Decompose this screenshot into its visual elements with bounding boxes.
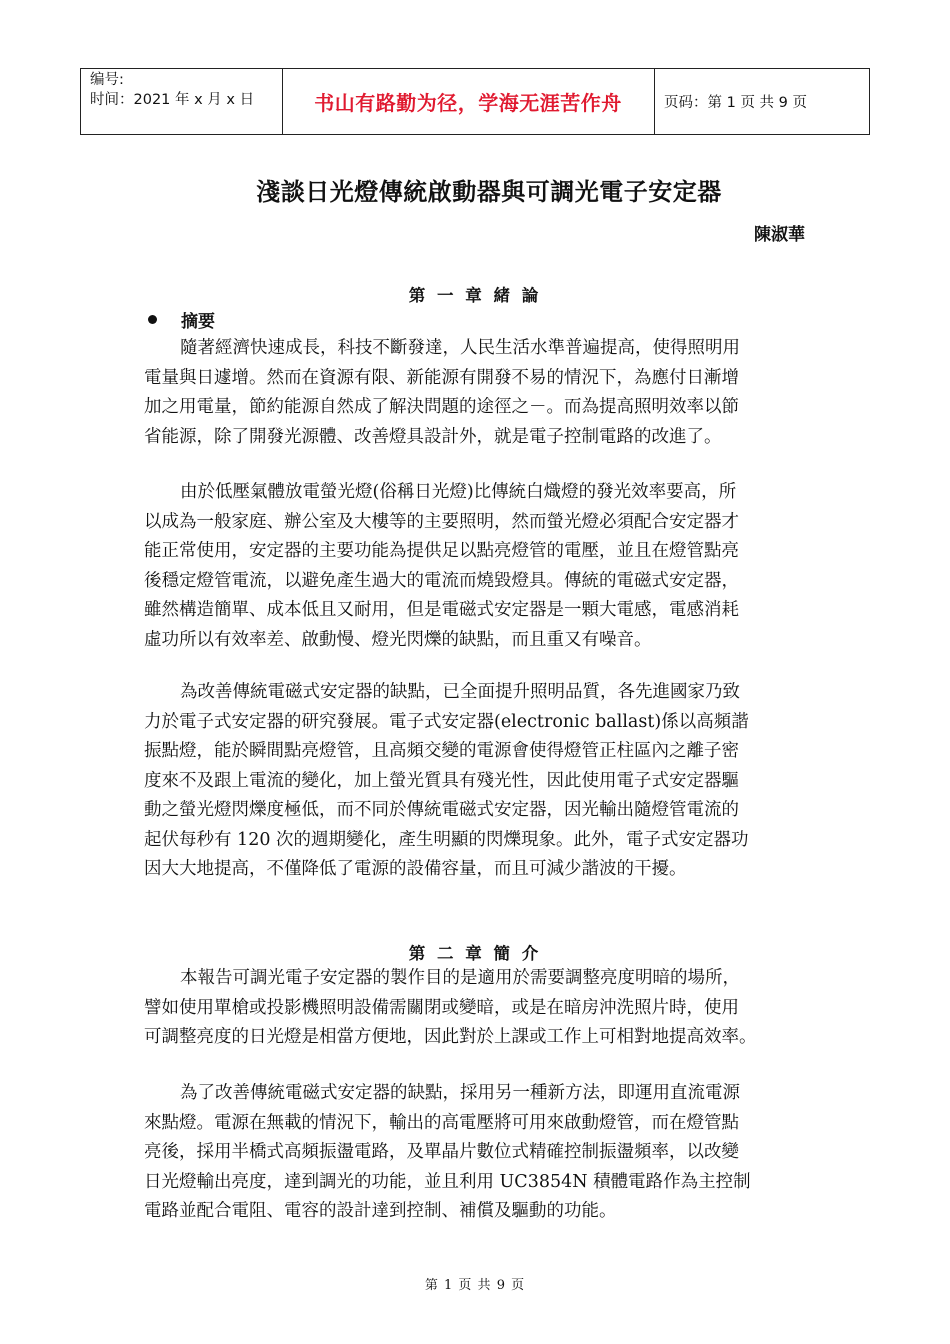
- doc-number-label: 编号:: [90, 72, 124, 88]
- paragraph-line: 動之螢光燈閃爍度極低，而不同於傳統電磁式安定器，因光輸出隨燈管電流的: [144, 800, 739, 820]
- paragraph-line: 後穩定燈管電流，以避免產生過大的電流而燒毀燈具。傳統的電磁式安定器，: [144, 570, 739, 591]
- header-divider-2: [654, 68, 655, 134]
- paragraph-line: 起伏每秒有 120 次的週期變化，產生明顯的閃爍現象。此外，電子式安定器功: [144, 829, 749, 850]
- paragraph-line: 虛功所以有效率差、啟動慢、燈光閃爍的缺點，而且重又有噪音。: [144, 629, 652, 650]
- paragraph-line: 本報告可調光電子安定器的製作目的是適用於需要調整亮度明暗的場所，: [180, 968, 740, 988]
- chapter-1-paragraph-3: [144, 678, 814, 885]
- header-border-left: [80, 68, 81, 134]
- paragraph-line: 省能源，除了開發光源體、改善燈具設計外，就是電子控制電路的改進了。: [144, 426, 722, 447]
- doc-date-label: 时间：2021 年 x 月 x 日: [90, 92, 255, 108]
- chapter-1-heading: 第 一 章 緒 論: [408, 286, 542, 305]
- paragraph-line: 雖然構造簡單、成本低且又耐用，但是電磁式安定器是一顆大電感，電感消耗: [144, 600, 739, 620]
- paragraph-line: 日光燈輸出亮度，達到調光的功能，並且利用 UC3854N 積體電路作為主控制: [144, 1171, 751, 1192]
- chapter-1-paragraph-1: [144, 334, 814, 452]
- header-page-info: 页码：第 1 页 共 9 页: [664, 94, 807, 111]
- paragraph-line: 能正常使用，安定器的主要功能為提供足以點亮燈管的電壓，並且在燈管點亮: [144, 541, 739, 561]
- paragraph-line: 振點燈，能於瞬間點亮燈管，且高頻交變的電源會使得燈管正柱區內之離子密: [144, 741, 739, 761]
- document-title: 淺談日光燈傳統啟動器與可調光電子安定器: [256, 177, 722, 206]
- bullet-icon: [148, 315, 157, 324]
- paragraph-line: 來點燈。電源在無載的情況下，輸出的高電壓將可用來啟動燈管，而在燈管點: [144, 1112, 739, 1133]
- paragraph-line: 為改善傳統電磁式安定器的缺點，已全面提升照明品質，各先進國家乃致: [180, 682, 740, 702]
- header-left-cell: [90, 70, 254, 110]
- paragraph-line: 電路並配合電阻、電容的設計達到控制、補償及驅動的功能。: [144, 1201, 617, 1221]
- paragraph-line: 以成為一般家庭、辦公室及大樓等的主要照明，然而螢光燈必須配合安定器才: [144, 511, 739, 532]
- header-bottom-rule: [80, 134, 870, 135]
- paragraph-line: 由於低壓氣體放電螢光燈(俗稱日光燈)比傳統白熾燈的發光效率要高，所: [180, 482, 737, 502]
- page-footer: 第 1 页 共 9 页: [424, 1278, 526, 1293]
- paragraph-line: 可調整亮度的日光燈是相當方便地，因此對於上課或工作上可相對地提高效率。: [144, 1027, 757, 1047]
- header-motto: 书山有路勤为径，学海无涯苦作舟: [314, 90, 622, 115]
- paragraph-line: 加之用電量，節約能源自然成了解決問題的途徑之－。而為提高照明效率以節: [144, 397, 739, 417]
- paragraph-line: 因大大地提高，不僅降低了電源的設備容量，而且可減少諧波的干擾。: [144, 859, 687, 879]
- paragraph-line: 為了改善傳統電磁式安定器的缺點，採用另一種新方法，即運用直流電源: [180, 1083, 740, 1103]
- document-author: 陳淑華: [754, 225, 805, 245]
- header-border-right: [869, 68, 870, 134]
- paragraph-line: 隨著經濟快速成長，科技不斷發達，人民生活水準普遍提高，使得照明用: [180, 338, 740, 358]
- paragraph-line: 譬如使用單槍或投影機照明設備需關閉或變暗，或是在暗房沖洗照片時，使用: [144, 997, 739, 1018]
- chapter-2-heading: 第 二 章 簡 介: [408, 944, 542, 963]
- paragraph-line: 力於電子式安定器的研究發展。電子式安定器(electronic ballast)係以高頻諧: [144, 711, 749, 732]
- chapter-1-paragraph-2: [144, 478, 814, 655]
- paragraph-line: 亮後，採用半橋式高頻振盪電路，及單晶片數位式精確控制振盪頻率，以改變: [144, 1142, 739, 1162]
- abstract-bullet: [148, 307, 215, 332]
- paragraph-line: 電量與日遽增。然而在資源有限、新能源有開發不易的情況下，為應付日漸增: [144, 367, 739, 388]
- paragraph-line: 度來不及跟上電流的變化，加上螢光質具有殘光性，因此使用電子式安定器驅: [144, 770, 739, 791]
- chapter-2-paragraph-2: [144, 1079, 814, 1227]
- chapter-2-paragraph-1: [144, 964, 814, 1053]
- abstract-label: 摘要: [181, 312, 215, 332]
